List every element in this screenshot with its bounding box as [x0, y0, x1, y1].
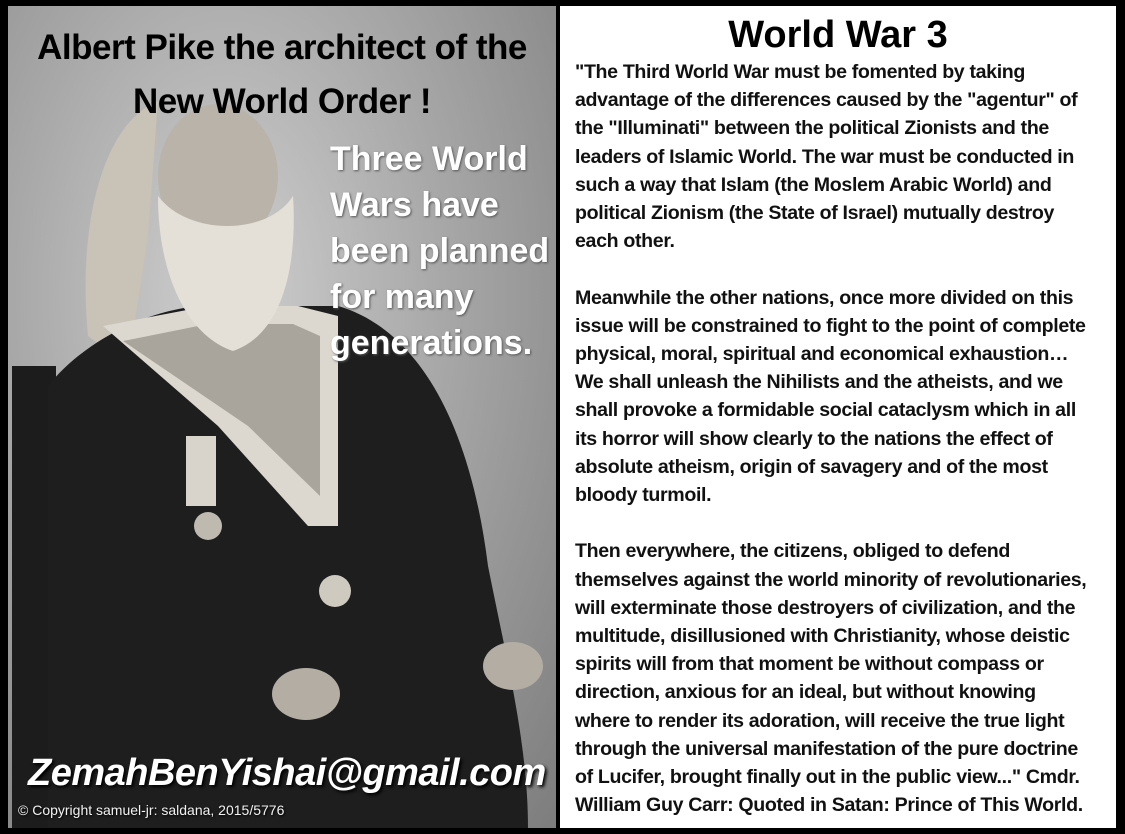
portrait-photo [8, 6, 556, 828]
medal [194, 512, 222, 540]
quote-line: spirits will from that moment be without compass or [575, 653, 1044, 676]
quote-line: advantage of the differences caused by the "agentur" of [575, 89, 1078, 112]
copyright-notice: © Copyright samuel-jr: saldana, 2015/5776 [18, 802, 285, 818]
quote-line: physical, moral, spiritual and economical exhaustion… [575, 343, 1069, 366]
subtitle-line: for many [330, 278, 474, 316]
poster-left-panel [8, 6, 556, 828]
contact-email: ZemahBenYishai@gmail.com [28, 752, 546, 794]
medal-eagle [319, 575, 351, 607]
subtitle-line: been planned [330, 232, 550, 270]
paragraph-gap [575, 509, 1110, 537]
quote-line: bloody turmoil. [575, 484, 712, 507]
quote-line: multitude, disillusioned with Christianity, whose deistic [575, 625, 1070, 648]
poster-right-panel [560, 6, 1116, 828]
quote-line: political Zionism (the State of Israel) mutually destroy [575, 202, 1055, 225]
quote-line: Meanwhile the other nations, once more divided on this [575, 286, 1074, 309]
quote-line: of Lucifer, brought finally out in the public view..." Cmdr. [575, 766, 1080, 789]
quote-line: will exterminate those destroyers of civilization, and the [575, 596, 1076, 619]
quote-text [575, 58, 1110, 819]
quote-line: absolute atheism, origin of savagery and of the most [575, 455, 1048, 478]
quote-line: each other. [575, 230, 675, 253]
quote-line: where to render its adoration, will receive the true light [575, 709, 1065, 732]
poster-subtitle [330, 136, 556, 366]
quote-line: the "Illuminati" between the political Zionists and the [575, 117, 1049, 140]
subtitle-line: Three World [330, 140, 528, 178]
paragraph-gap [575, 255, 1110, 283]
quote-line: We shall unleash the Nihilists and the atheists, and we [575, 371, 1063, 394]
right-title: World War 3 [728, 14, 948, 56]
quote-line: leaders of Islamic World. The war must be conducted in [575, 145, 1074, 168]
subtitle-line: generations. [330, 324, 533, 362]
quote-line: issue will be constrained to fight to the point of complete [575, 314, 1086, 337]
poster-title-line-2: New World Order ! [132, 82, 432, 121]
quote-line: through the universal manifestation of the pure doctrine [575, 737, 1078, 760]
quote-line: William Guy Carr: Quoted in Satan: Prince of This World. [575, 794, 1083, 817]
quote-line: "The Third World War must be fomented by taking [575, 61, 1026, 83]
subtitle-line: Wars have [330, 186, 499, 224]
quote-line: its horror will show clearly to the nations the effect of [575, 427, 1053, 450]
left-hand [483, 642, 543, 690]
medal-ribbon [186, 436, 216, 506]
poster-title-line-1: Albert Pike the architect of the [37, 28, 527, 67]
right-hand [272, 668, 340, 720]
quote-line: shall provoke a formidable social cataclysm which in all [575, 399, 1076, 422]
quote-line: themselves against the world minority of revolutionaries, [575, 568, 1087, 591]
quote-line: direction, anxious for an ideal, but without knowing [575, 681, 1036, 704]
quote-line: such a way that Islam (the Moslem Arabic World) and [575, 173, 1052, 196]
quote-line: Then everywhere, the citizens, obliged to defend [575, 540, 1011, 563]
